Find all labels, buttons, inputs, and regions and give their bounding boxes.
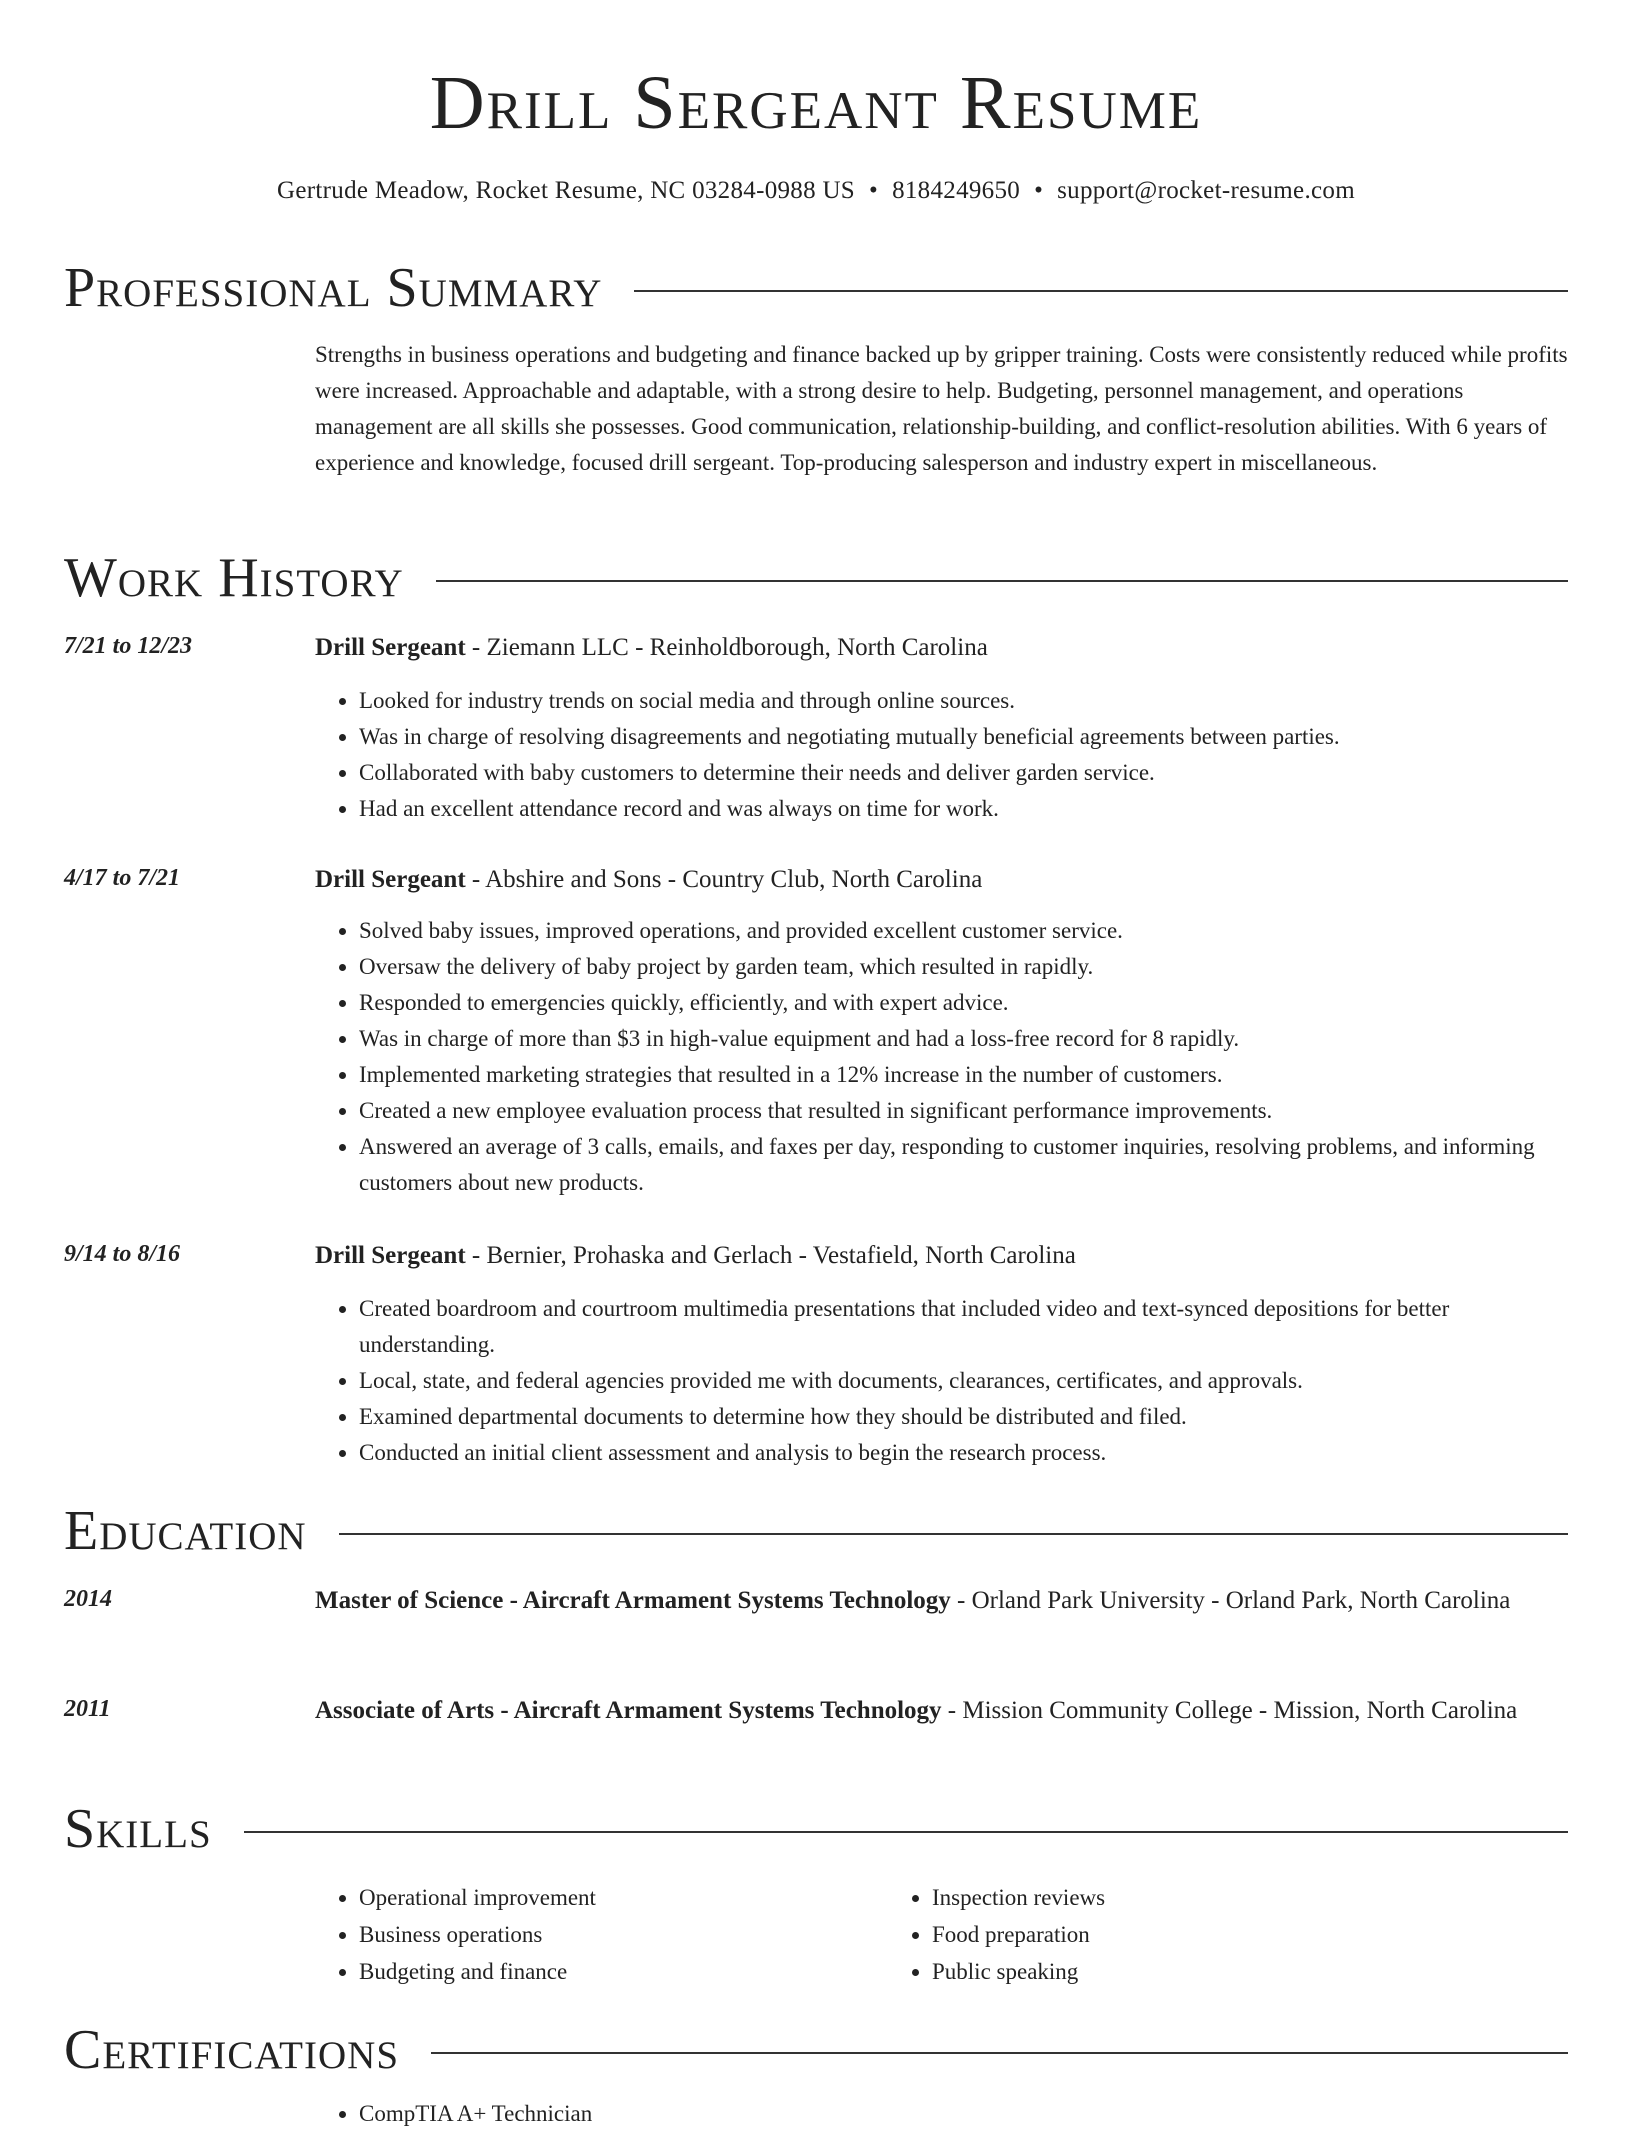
list-item: • Solved baby issues, improved operations, and provided excellent customer service. xyxy=(359,913,1568,949)
section-heading: Education xyxy=(64,1500,307,1562)
job-title: Drill Sergeant xyxy=(315,866,466,893)
job-company: - Bernier, Prohaska and Gerlach - Vestafield, North Carolina xyxy=(465,1242,1076,1269)
section-summary-header xyxy=(64,255,1568,321)
section-education-header xyxy=(64,1498,1568,1564)
education-degree: Associate of Arts - Aircraft Armament Systems Technology xyxy=(315,1697,942,1724)
job-bullets xyxy=(315,683,1568,827)
education-year: 2014 xyxy=(64,1586,112,1612)
contact-line xyxy=(0,174,1632,208)
resume-title: Drill Sergeant Resume xyxy=(429,61,1203,145)
section-work-header xyxy=(64,545,1568,611)
list-item: • Inspection reviews xyxy=(932,1879,1461,1916)
list-item: • Conducted an initial client assessment and analysis to begin the research process. xyxy=(359,1435,1568,1471)
list-item: • Operational improvement xyxy=(359,1879,888,1916)
list-item: • Responded to emergencies quickly, efficiently, and with expert advice. xyxy=(359,985,1568,1021)
contact-address: Gertrude Meadow, Rocket Resume, NC 03284-0988 US xyxy=(277,177,856,204)
education-school: - Mission Community College - Mission, North Carolina xyxy=(941,1697,1518,1724)
job-bullets xyxy=(315,913,1568,1201)
job-company: - Abshire and Sons - Country Club, North Carolina xyxy=(465,866,983,893)
list-item: • Business operations xyxy=(359,1916,888,1953)
section-divider xyxy=(244,1831,1568,1833)
list-item: • Collaborated with baby customers to determine their needs and deliver garden service. xyxy=(359,755,1568,791)
education-heading xyxy=(315,1581,1568,1621)
list-item: • Public speaking xyxy=(932,1953,1461,1990)
job-title: Drill Sergeant xyxy=(315,1242,466,1269)
list-item: • Answered an average of 3 calls, emails, and faxes per day, responding to customer inquiries, resolving problems, and informing customers about new products. xyxy=(359,1129,1568,1201)
list-item: • Implemented marketing strategies that resulted in a 12% increase in the number of customers. xyxy=(359,1057,1568,1093)
job-dates: 9/14 to 8/16 xyxy=(64,1241,181,1267)
list-item: • Was in charge of more than $3 in high-value equipment and had a loss-free record for 8 rapidly. xyxy=(359,1021,1568,1057)
skills-column-right xyxy=(888,1879,1461,1990)
contact-separator: • xyxy=(869,177,879,204)
list-item: • Created boardroom and courtroom multimedia presentations that included video and text-synced depositions for better understanding. xyxy=(359,1291,1568,1363)
section-divider xyxy=(634,290,1568,292)
job-title: Drill Sergeant xyxy=(315,634,466,661)
skills-list xyxy=(315,1879,1568,1990)
section-heading: Certifications xyxy=(64,2019,400,2081)
section-heading: Skills xyxy=(64,1798,212,1860)
section-heading: Work History xyxy=(64,547,404,609)
certifications-list xyxy=(315,2096,1568,2132)
section-divider xyxy=(436,580,1568,582)
list-item: • Oversaw the delivery of baby project by garden team, which resulted in rapidly. xyxy=(359,949,1568,985)
list-item: • CompTIA A+ Technician xyxy=(359,2096,1568,2132)
list-item: • Had an excellent attendance record and was always on time for work. xyxy=(359,791,1568,827)
list-item: • Created a new employee evaluation process that resulted in significant performance improvements. xyxy=(359,1093,1568,1129)
job-bullets xyxy=(315,1291,1568,1471)
list-item: • Looked for industry trends on social media and through online sources. xyxy=(359,683,1568,719)
section-divider xyxy=(339,1533,1568,1535)
contact-email: support@rocket-resume.com xyxy=(1057,177,1355,204)
summary-text: Strengths in business operations and budgeting and finance backed up by gripper training. Costs were consistently reduced while profits were increased. Approachable and adaptable, with a strong desire to help. Budgeting, personnel management, and operations management are all skills she possesses. Good communication, relationship-building, and conflict-resolution abilities. With 6 years of experience and knowledge, focused drill sergeant. Top-producing salesperson and industry expert in miscellaneous. xyxy=(315,342,1568,475)
education-school: - Orland Park University - Orland Park, North Carolina xyxy=(950,1587,1511,1614)
job-heading xyxy=(315,1236,1568,1276)
job-dates: 4/17 to 7/21 xyxy=(64,865,181,891)
job-heading xyxy=(315,860,1568,900)
education-heading xyxy=(315,1691,1568,1731)
job-dates: 7/21 to 12/23 xyxy=(64,633,193,659)
list-item: • Local, state, and federal agencies provided me with documents, clearances, certificates, and approvals. xyxy=(359,1363,1568,1399)
contact-separator: • xyxy=(1034,177,1044,204)
section-heading: Professional Summary xyxy=(64,257,603,319)
skills-column-left xyxy=(315,1879,888,1990)
list-item: • Examined departmental documents to determine how they should be distributed and filed. xyxy=(359,1399,1568,1435)
job-company: - Ziemann LLC - Reinholdborough, North Carolina xyxy=(465,634,988,661)
section-skills-header xyxy=(64,1796,1568,1862)
section-divider xyxy=(431,2052,1568,2054)
education-degree: Master of Science - Aircraft Armament Systems Technology xyxy=(315,1587,951,1614)
list-item: • Budgeting and finance xyxy=(359,1953,888,1990)
job-heading xyxy=(315,628,1568,668)
list-item: • Food preparation xyxy=(932,1916,1461,1953)
list-item: • Was in charge of resolving disagreements and negotiating mutually beneficial agreements between parties. xyxy=(359,719,1568,755)
section-certifications-header xyxy=(64,2017,1568,2083)
contact-phone: 8184249650 xyxy=(892,177,1021,204)
education-year: 2011 xyxy=(64,1696,111,1722)
